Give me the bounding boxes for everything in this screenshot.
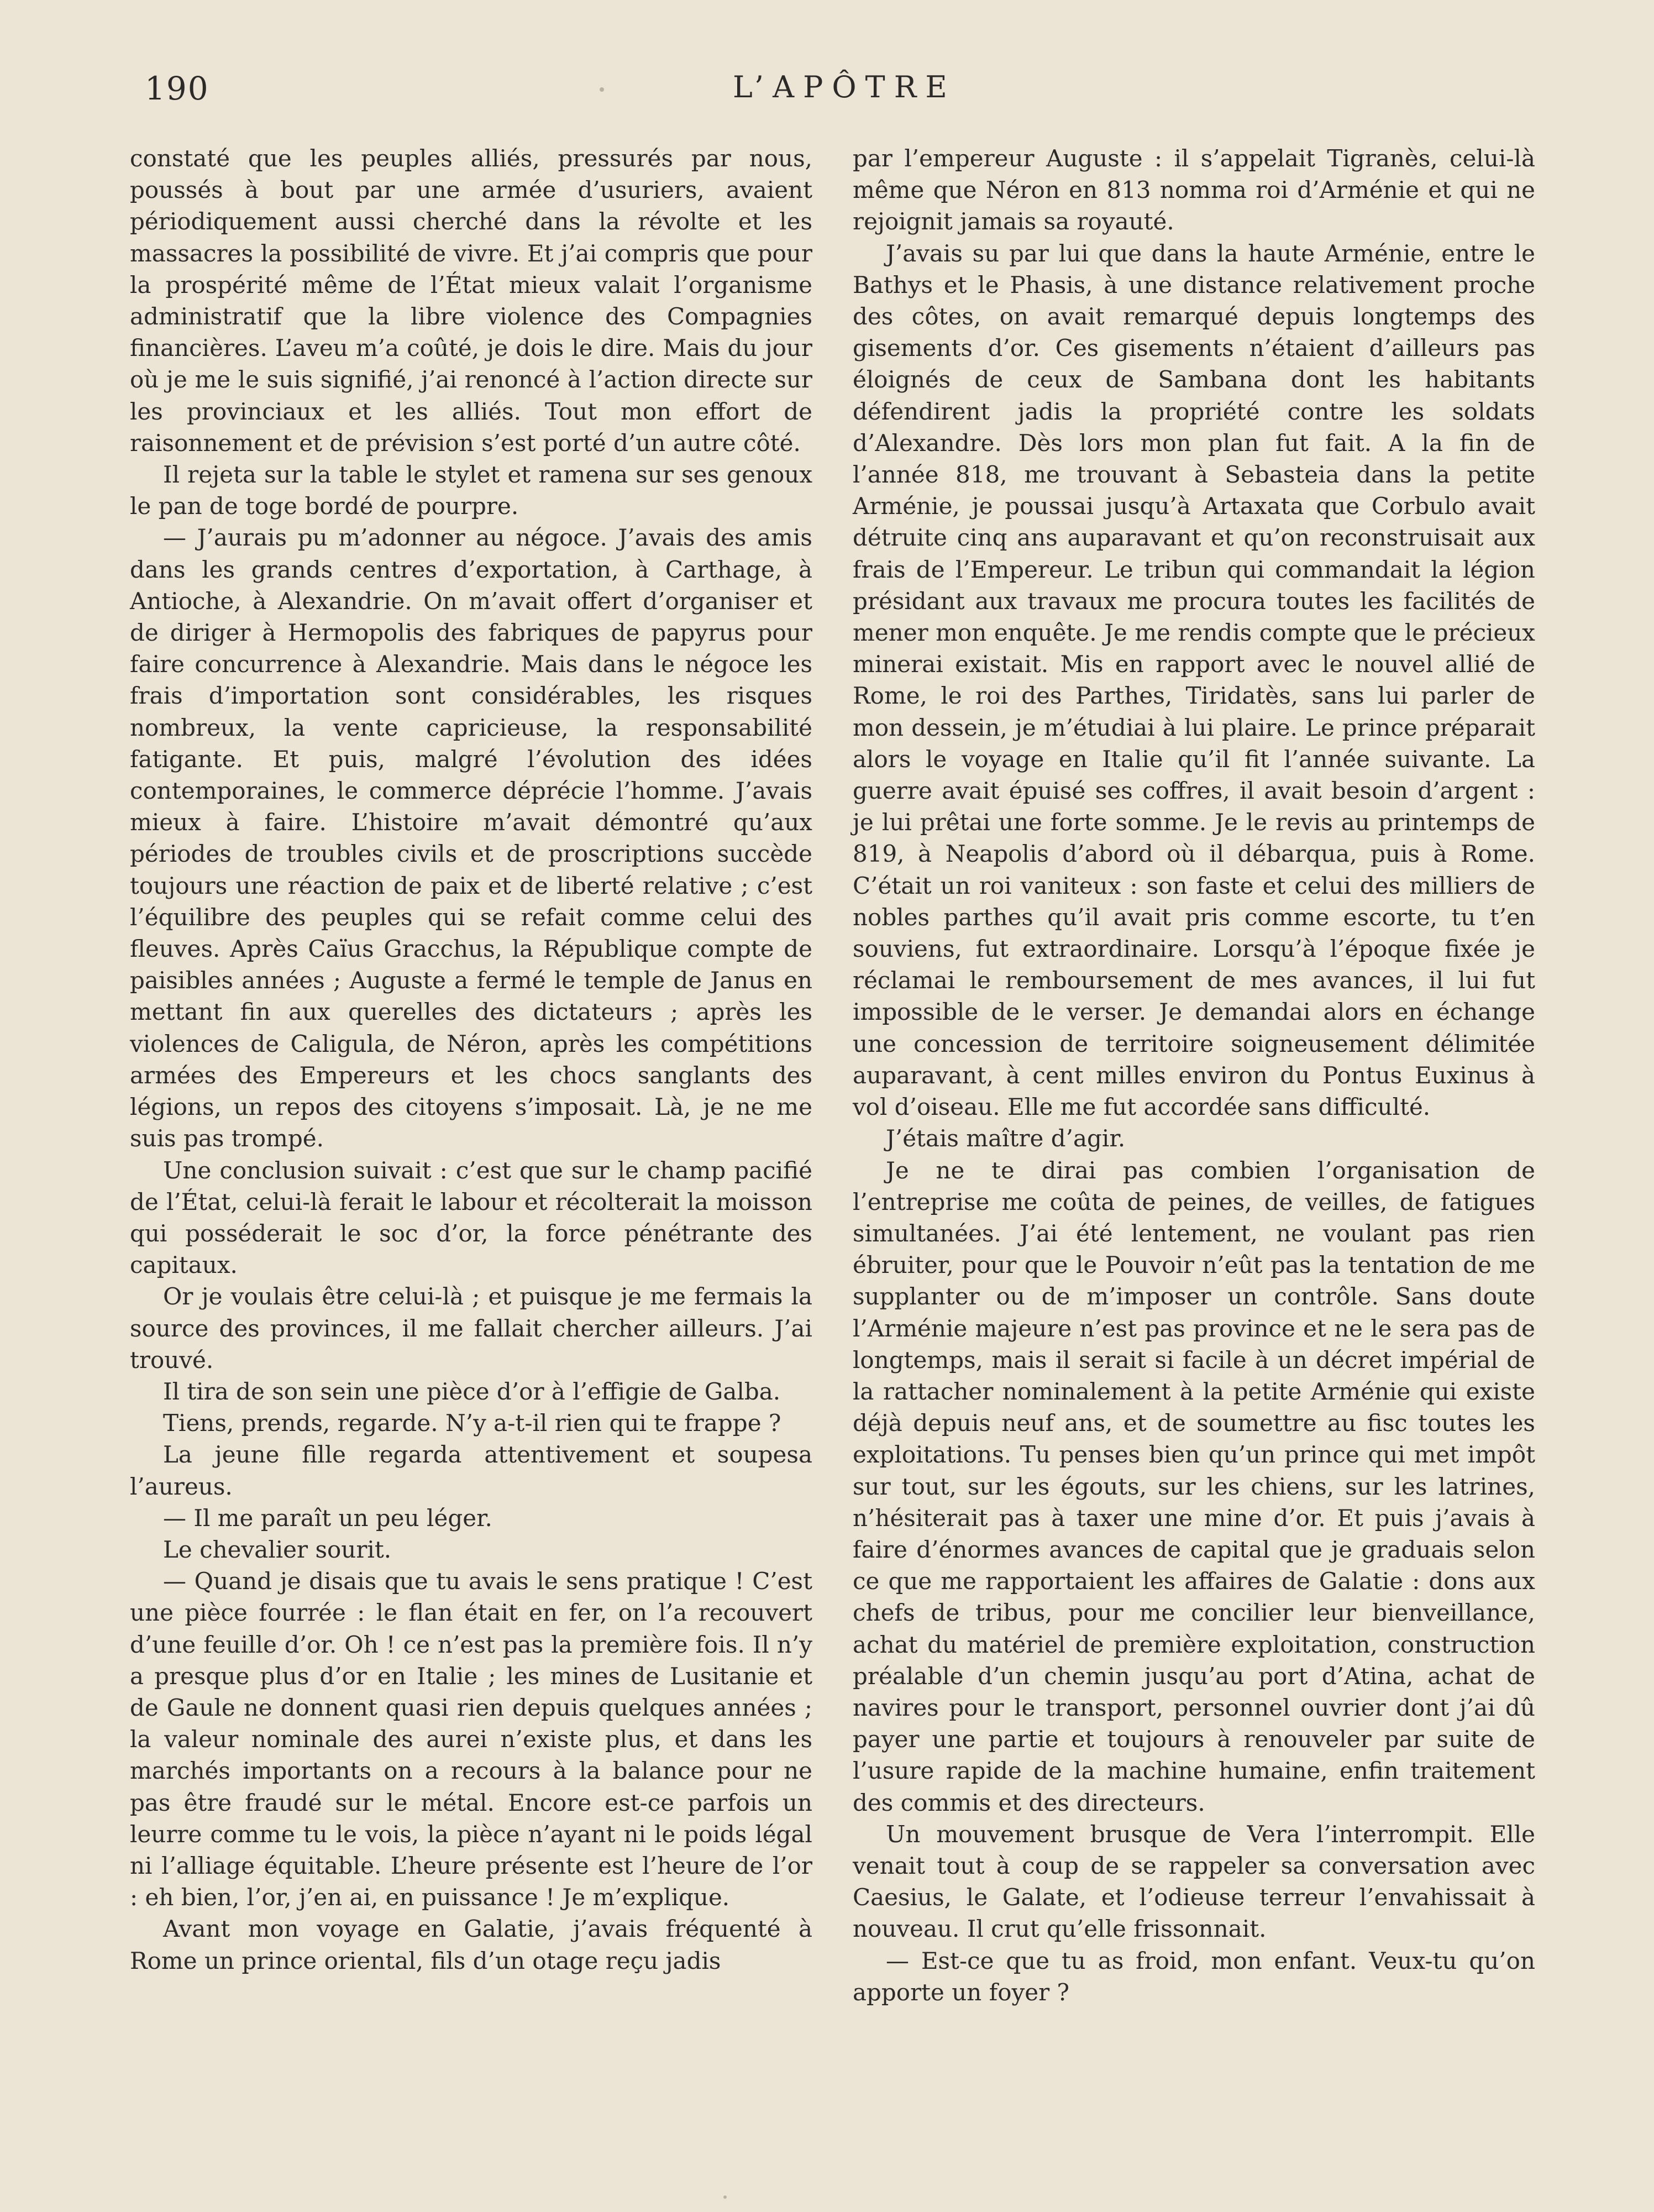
paragraph: Je ne te dirai pas combien l’organisation de l’entreprise me coûta de peines, de veilles, de fatigues simultanées. J’ai été lentement, ne voulant pas rien ébruiter, pour que le Pouvoir n’eût pas la tentation de me supplanter ou de m’imposer un contrôle. Sans doute l’Arménie majeure n’est pas province et ne le sera pas de longtemps, mais il serait si facile à un décret impérial de la rattacher nominalement à la petite Arménie qui existe déjà depuis neuf ans, et de soumettre au fisc toutes les exploitations. Tu penses bien qu’un prince qui met impôt sur tout, sur les égouts, sur les chiens, sur les latrines, n’hésiterait pas à taxer une mine d’or. Et puis j’avais à faire d’énormes avances de capital que je graduais selon ce que me rapportaient les affaires de Galatie : dons aux chefs de tribus, pour me concilier leur bienveillance, achat du matériel de première exploitation, construction préalable d’un chemin jusqu’au port d’Atina, achat de navires pour le transport, personnel ouvrier dont j’ai dû payer une partie et toujours à renouveler par suite de l’usure rapide de la machine humaine, enfin traitement des commis et des directeurs. [853,1156,1535,1816]
decorative-dot [600,87,604,92]
paragraph: — Est-ce que tu as froid, mon enfant. Veux-tu qu’on apporte un foyer ? [853,1947,1535,2006]
left-column [130,143,812,1977]
paragraph: Une conclusion suivait : c’est que sur le champ pacifié de l’État, celui-là ferait le labour et récolterait la moisson qui posséderait le soc d’or, la force pénétrante des capitaux. [130,1156,812,1279]
paragraph: Un mouvement brusque de Vera l’interrompit. Elle venait tout à coup de se rappeler sa conversation avec Caesius, le Galate, et l’odieuse terreur l’envahissait à nouveau. Il crut qu’elle frissonnait. [853,1820,1535,1943]
paragraph: Il rejeta sur la table le stylet et ramena sur ses genoux le pan de toge bordé de pourpre. [130,461,812,520]
decorative-dot [723,2195,727,2199]
paragraph: — Quand je disais que tu avais le sens pratique ! C’est une pièce fourrée : le flan était en fer, on l’a recouvert d’une feuille d’or. Oh ! ce n’est pas la première fois. Il n’y a presque plus d’or en Italie ; les mines de Lusitanie et de Gaule ne donnent quasi rien depuis quelques années ; la valeur nominale des aurei n’existe plus, et dans les marchés importants on a recours à la balance pour ne pas être fraudé sur le métal. Encore est-ce parfois un leurre comme tu le vois, la pièce n’ayant ni le poids légal ni l’alliage équitable. L’heure présente est l’heure de l’or : eh bien, l’or, j’en ai, en puissance ! Je m’explique. [130,1568,812,1911]
paragraph: Tiens, prends, regarde. N’y a-t-il rien qui te frappe ? [163,1409,781,1437]
paragraph: Avant mon voyage en Galatie, j’avais fréquenté à Rome un prince oriental, fils d’un otage reçu jadis [130,1915,812,1974]
paragraph: par l’empereur Auguste : il s’appelait Tigranès, celui-là même que Néron en 813 nomma roi d’Arménie et qui ne rejoignit jamais sa royauté. [853,145,1535,235]
paragraph: Il tira de son sein une pièce d’or à l’effigie de Galba. [163,1377,781,1405]
paragraph: constaté que les peuples alliés, pressurés par nous, poussés à bout par une armée d’usuriers, avaient périodiquement aussi cherché dans la révolte et les massacres la possibilité de vivre. Et j’ai compris que pour la prospérité même de l’État mieux valait l’organisme administratif que la libre violence des Compagnies financières. L’aveu m’a coûté, je dois le dire. Mais du jour où je me le suis signifié, j’ai renoncé à l’action directe sur les provinciaux et les alliés. Tout mon effort de raisonnement et de prévision s’est porté d’un autre côté. [130,145,812,457]
right-column [853,143,1535,2008]
paragraph: Or je voulais être celui-là ; et puisque je me fermais la source des provinces, il me fallait chercher ailleurs. J’ai trouvé. [130,1283,812,1374]
page-number: 190 [145,70,209,107]
running-title: L’APÔTRE [733,70,956,104]
paragraph: Le chevalier sourit. [163,1535,392,1563]
paragraph: La jeune fille regarda attentivement et soupesa l’aureus. [130,1441,812,1500]
paragraph: — J’aurais pu m’adonner au négoce. J’avais des amis dans les grands centres d’exportation, à Carthage, à Antioche, à Alexandrie. On m’avait offert d’organiser et de diriger à Hermopolis des fabriques de papyrus pour faire concurrence à Alexandrie. Mais dans le négoce les frais d’importation sont considérables, les risques nombreux, la vente capricieuse, la responsabilité fatigante. Et puis, malgré l’évolution des idées contemporaines, le commerce déprécie l’homme. J’avais mieux à faire. L’histoire m’avait démontré qu’aux périodes de troubles civils et de proscriptions succède toujours une réaction de paix et de liberté relative ; c’est l’équilibre des peuples qui se refait comme celui des fleuves. Après Caïus Gracchus, la République compte de paisibles années ; Auguste a fermé le temple de Janus en mettant fin aux querelles des dictateurs ; après les violences de Caligula, de Néron, après les compétitions armées des Empereurs et les chocs sanglants des légions, un repos des citoyens s’imposait. Là, je ne me suis pas trompé. [130,524,812,1152]
paragraph: — Il me paraît un peu léger. [163,1504,492,1532]
paragraph: J’avais su par lui que dans la haute Arménie, entre le Bathys et le Phasis, à une distance relativement proche des côtes, on avait remarqué depuis longtemps des gisements d’or. Ces gisements n’étaient d’ailleurs pas éloignés de ceux de Sambana dont les habitants défendirent jadis la propriété contre les soldats d’Alexandre. Dès lors mon plan fut fait. A la fin de l’année 818, me trouvant à Sebasteia dans la petite Arménie, je poussai jusqu’à Artaxata que Corbulo avait détruite cinq ans auparavant et qu’on reconstruisait aux frais de l’Empereur. Le tribun qui commandait la légion présidant aux travaux me procura toutes les facilités de mener mon enquête. Je me rendis compte que le précieux minerai existait. Mis en rapport avec le nouvel allié de Rome, le roi des Parthes, Tiridatès, sans lui parler de mon dessein, je m’étudiai à lui plaire. Le prince préparait alors le voyage en Italie qu’il fit l’année suivante. La guerre avait épuisé ses coffres, il avait besoin d’argent : je lui prêtai une forte somme. Je le revis au printemps de 819, à Neapolis d’abord où il débarqua, puis à Rome. C’était un roi vaniteux : son faste et celui des milliers de nobles parthes qu’il avait pris comme escorte, tu t’en souviens, fut extraordinaire. Lorsqu’à l’époque fixée je réclamai le remboursement de mes avances, il lui fut impossible de le verser. Je demandai alors en échange une concession de territoire soigneusement délimitée auparavant, à cent milles environ du Pontus Euxinus à vol d’oiseau. Elle me fut accordée sans difficulté. [853,239,1535,1121]
paragraph: J’étais maître d’agir. [886,1125,1126,1152]
